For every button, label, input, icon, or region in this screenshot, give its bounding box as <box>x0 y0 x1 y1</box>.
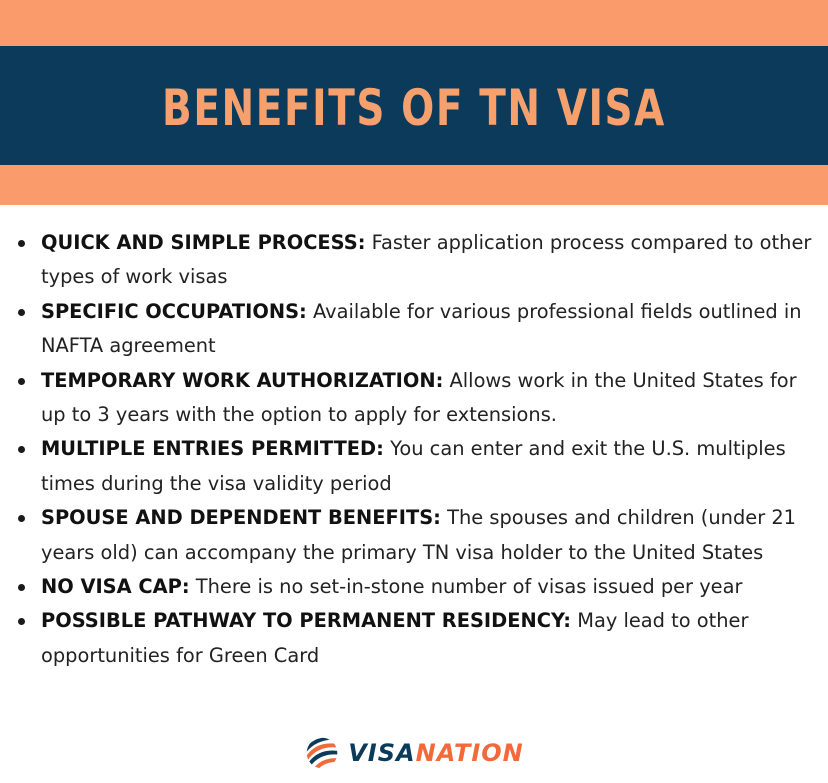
benefit-title: NO VISA CAP: <box>41 575 190 599</box>
benefit-title: SPOUSE AND DEPENDENT BENEFITS: <box>41 506 441 530</box>
benefit-title: QUICK AND SIMPLE PROCESS: <box>41 231 366 254</box>
benefit-text: The spouses and children (under 21 years old) can accompany the primary TN visa holder to the United States <box>41 506 796 564</box>
benefit-text: May lead to other opportunities for Green Card <box>41 609 749 667</box>
bullet-icon <box>18 446 25 453</box>
logo-text-visa: VISA <box>348 739 416 767</box>
benefit-item <box>0 295 828 364</box>
benefit-title: SPECIFIC OCCUPATIONS: <box>41 299 307 323</box>
bullet-icon <box>18 309 25 316</box>
benefit-item <box>0 501 828 570</box>
bullet-icon <box>18 584 25 591</box>
benefit-item <box>0 226 828 295</box>
top-accent-stripe <box>0 0 828 46</box>
bullet-icon <box>18 618 25 625</box>
visanation-logo <box>0 731 828 775</box>
benefit-text: Available for various professional fields outlined in NAFTA agreement <box>41 299 802 358</box>
striped-globe-icon <box>304 735 340 771</box>
benefit-item <box>0 604 828 673</box>
benefit-text: Allows work in the United States for up to 3 years with the option to apply for extensions. <box>41 368 797 427</box>
title-banner <box>0 46 828 165</box>
bullet-icon <box>18 515 25 522</box>
bullet-icon <box>18 378 25 385</box>
benefit-item <box>0 432 828 501</box>
benefit-title: POSSIBLE PATHWAY TO PERMANENT RESIDENCY: <box>41 609 572 633</box>
benefit-item <box>0 364 828 433</box>
benefit-text: Faster application process compared to other types of work visas <box>41 231 812 289</box>
page-title: BENEFITS OF TN VISA <box>162 78 666 137</box>
bottom-accent-stripe <box>0 165 828 205</box>
benefit-title: TEMPORARY WORK AUTHORIZATION: <box>41 368 444 392</box>
benefit-item <box>0 570 828 604</box>
benefit-text: You can enter and exit the U.S. multiples times during the visa validity period <box>41 437 786 495</box>
bullet-icon <box>18 240 25 247</box>
logo-wordmark <box>348 739 524 767</box>
logo-text-nation: NATION <box>415 739 524 767</box>
benefit-text: There is no set-in-stone number of visas issued per year <box>195 575 743 599</box>
benefit-title: MULTIPLE ENTRIES PERMITTED: <box>41 437 384 461</box>
benefits-list <box>0 226 828 673</box>
